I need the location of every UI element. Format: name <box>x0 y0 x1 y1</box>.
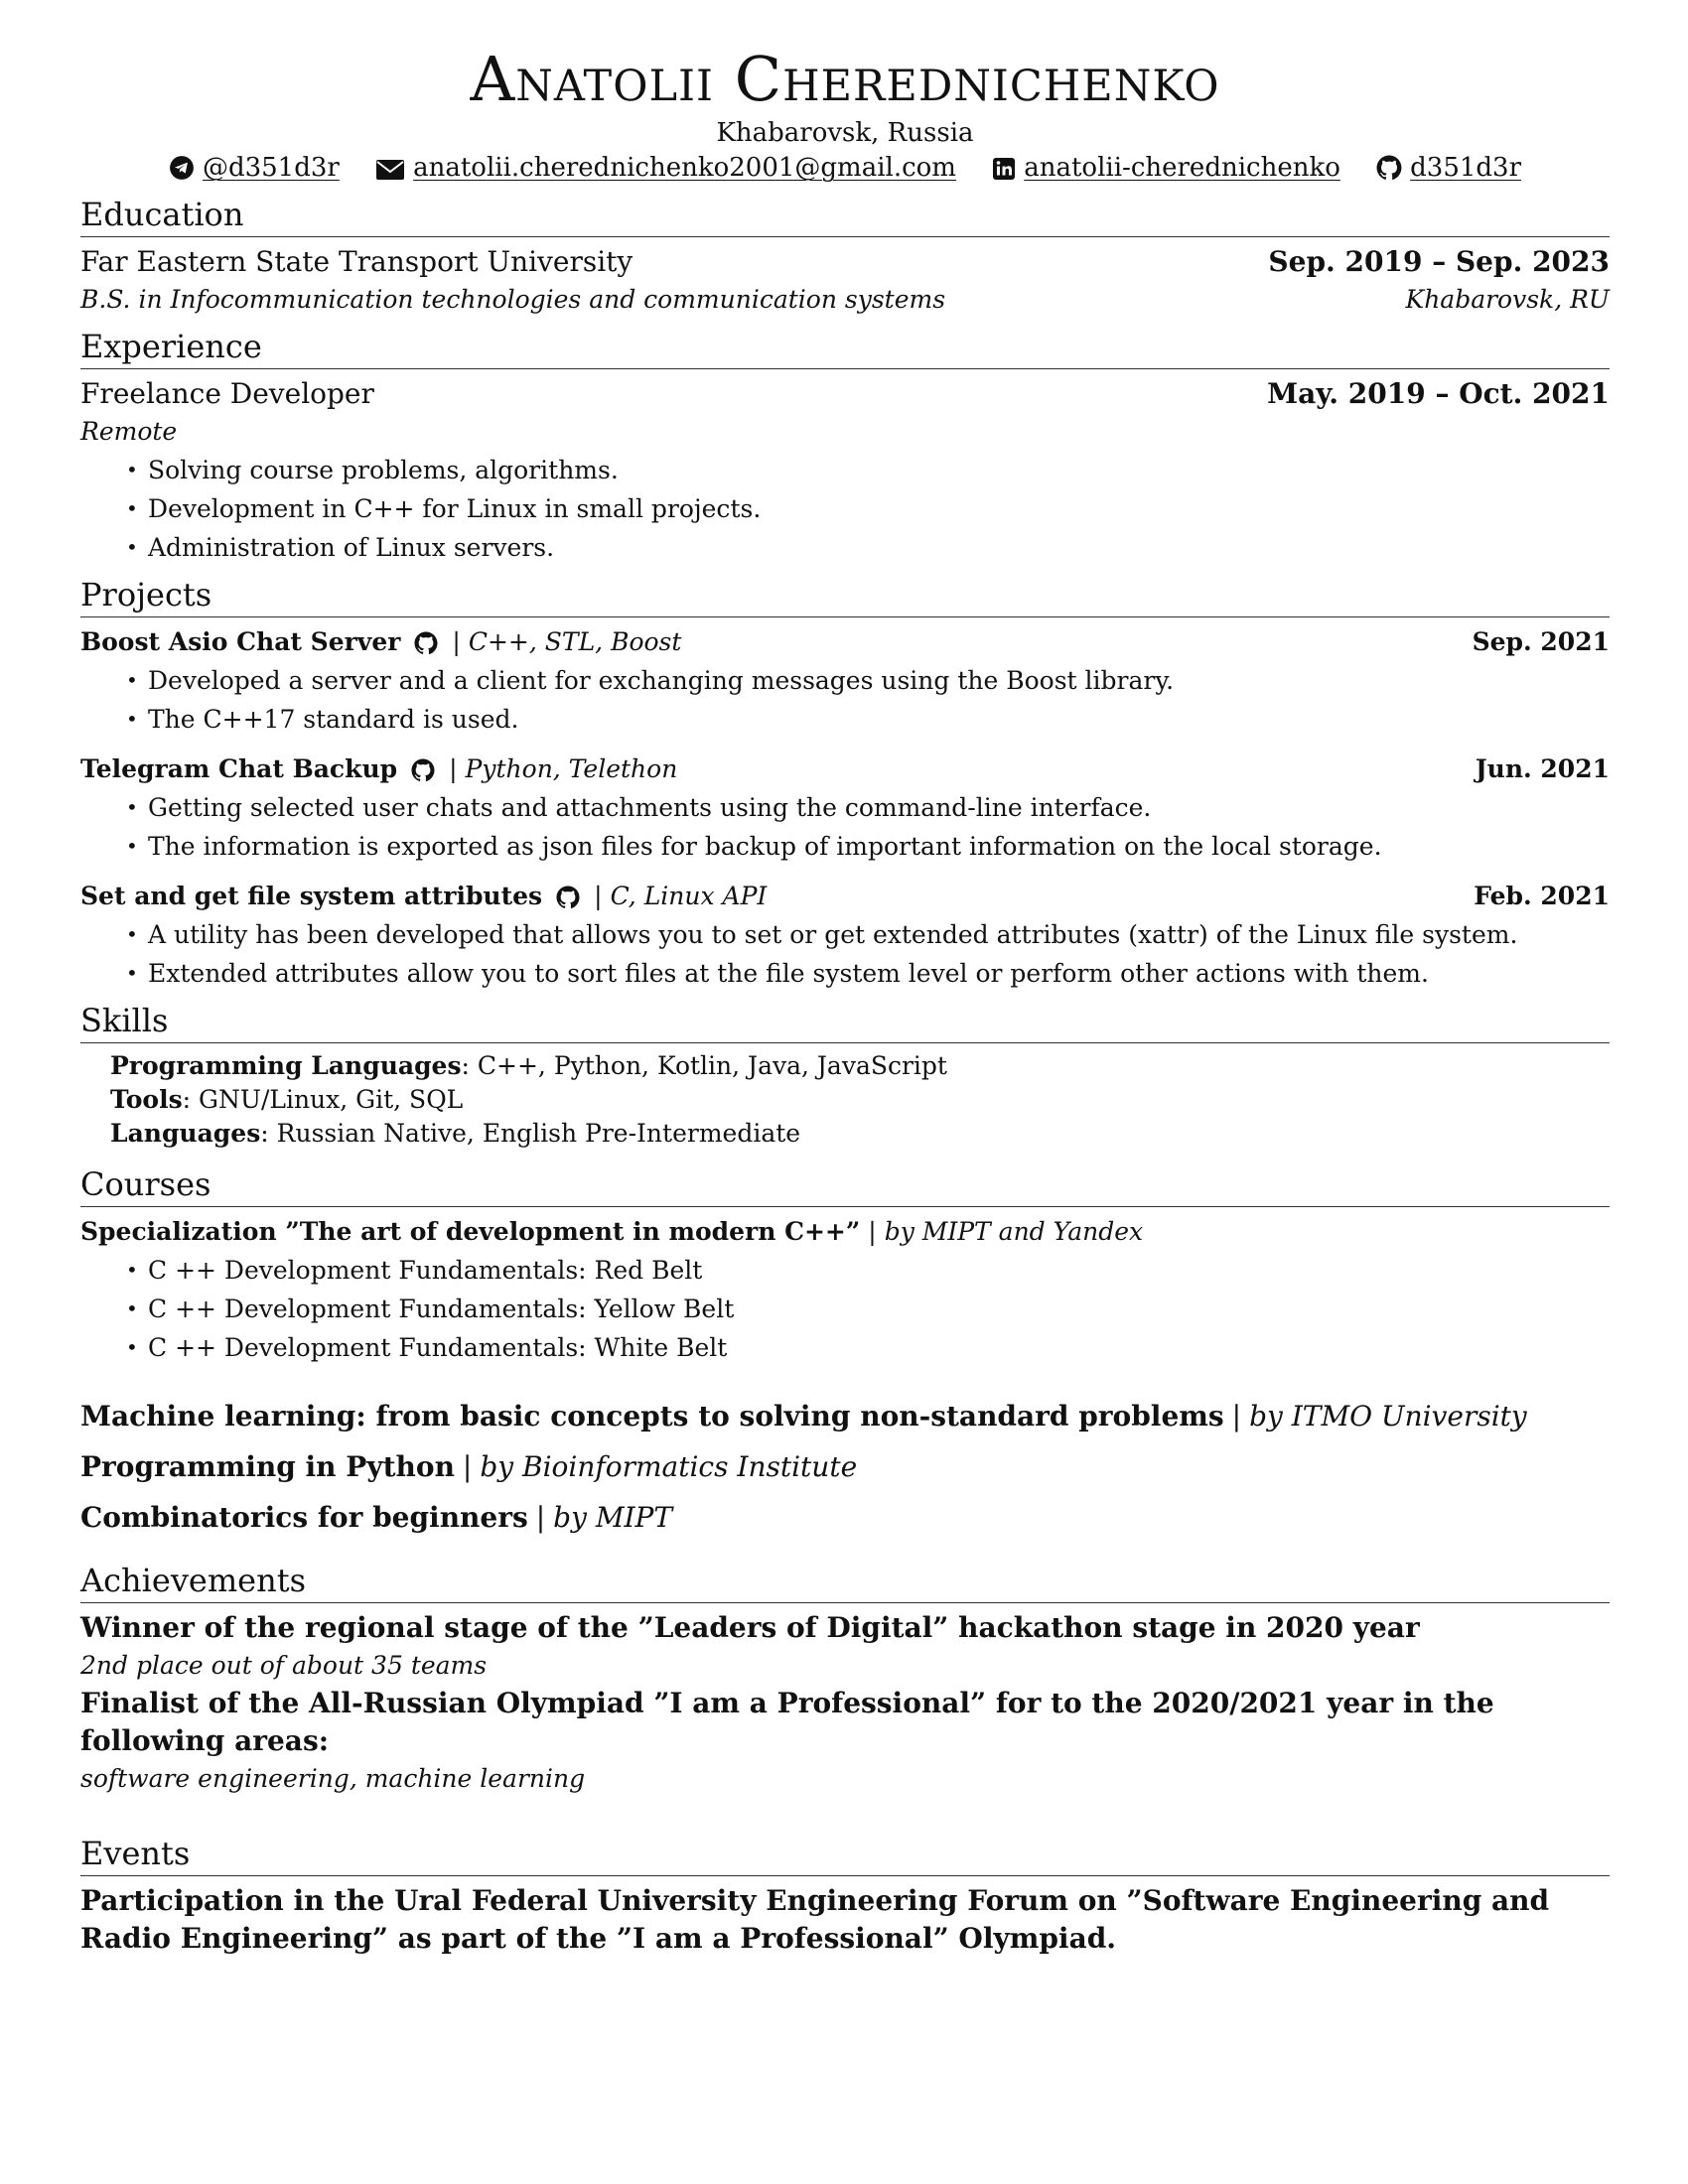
list-item: • The information is exported as json files for backup of important information on the local storage. <box>148 827 1610 866</box>
list-item: • C ++ Development Fundamentals: Red Belt <box>148 1251 1610 1290</box>
skills-section <box>80 1001 1610 1151</box>
project-name: Set and get file system attributes <box>80 882 543 910</box>
project-date: Jun. 2021 <box>1475 754 1610 783</box>
experience-location: Remote <box>80 417 178 446</box>
github-icon[interactable] <box>556 886 580 909</box>
course-name: Machine learning: from basic concepts to solving non-standard problems <box>80 1400 1224 1433</box>
belt-list <box>80 1251 1610 1367</box>
project-heading-row <box>80 878 1610 915</box>
email-link[interactable]: anatolii.cherednichenko2001@gmail.com <box>413 153 956 183</box>
course-by: by MIPT <box>553 1501 673 1534</box>
contact-linkedin <box>992 149 1340 187</box>
skill-line <box>110 1117 1610 1151</box>
separator: | <box>868 1217 877 1246</box>
course-row <box>80 1492 1610 1543</box>
specialization-row <box>80 1213 1610 1251</box>
github-icon[interactable] <box>414 631 438 655</box>
project-tech: C++, STL, Boost <box>468 627 682 656</box>
course-by: by ITMO University <box>1249 1400 1527 1433</box>
skill-value: : GNU/Linux, Git, SQL <box>182 1085 464 1114</box>
separator: | <box>462 1450 473 1483</box>
other-courses <box>80 1391 1610 1543</box>
project-bullets <box>80 788 1610 866</box>
experience-section <box>80 327 1610 567</box>
github-link[interactable]: d351d3r <box>1410 153 1522 183</box>
project-tech: Python, Telethon <box>465 754 678 783</box>
course-row <box>80 1441 1610 1492</box>
education-section <box>80 195 1610 319</box>
candidate-name: Anatolii Cherednichenko <box>470 43 1220 115</box>
list-item: • Development in C++ for Linux in small projects. <box>148 489 1610 528</box>
experience-heading-row <box>80 375 1610 413</box>
section-title: Achievements <box>80 1561 1610 1603</box>
section-title: Courses <box>80 1164 1610 1207</box>
contact-email <box>375 149 956 187</box>
resume-page <box>80 40 1610 1958</box>
project-name: Boost Asio Chat Server <box>80 627 401 656</box>
education-dates: Sep. 2019 – Sep. 2023 <box>1268 245 1610 278</box>
list-item: • C ++ Development Fundamentals: Yellow Belt <box>148 1290 1610 1328</box>
separator: | <box>594 882 603 910</box>
list-item: • Solving course problems, algorithms. <box>148 451 1610 489</box>
project-entry <box>80 878 1610 993</box>
list-item: • Administration of Linux servers. <box>148 528 1610 567</box>
telegram-icon <box>169 155 195 181</box>
skill-value: : C++, Python, Kotlin, Java, JavaScript <box>461 1051 947 1080</box>
job-role: Freelance Developer <box>80 377 374 410</box>
telegram-link[interactable]: @d351d3r <box>202 153 340 183</box>
skill-label: Tools <box>110 1085 183 1114</box>
list-item: • The C++17 standard is used. <box>148 700 1610 739</box>
projects-section <box>80 575 1610 993</box>
envelope-icon <box>375 159 405 181</box>
section-title: Projects <box>80 575 1610 617</box>
event-text: Participation in the Ural Federal University Engineering Forum on ”Software Engineering and Radio Engineering” as part of the ”I am a Professional” Olympiad. <box>80 1884 1550 1955</box>
achievement-detail: 2nd place out of about 35 teams <box>80 1651 488 1680</box>
courses-section <box>80 1164 1610 1543</box>
linkedin-link[interactable]: anatolii-cherednichenko <box>1024 153 1340 183</box>
project-heading-row <box>80 751 1610 788</box>
course-name: Programming in Python <box>80 1450 455 1483</box>
list-item: • A utility has been developed that allows you to set or get extended attributes (xattr) of the Linux file system. <box>148 915 1610 954</box>
skills-list <box>80 1049 1610 1151</box>
separator: | <box>449 754 458 783</box>
course-row <box>80 1391 1610 1441</box>
course-name: Combinatorics for beginners <box>80 1501 528 1534</box>
section-title: Skills <box>80 1001 1610 1043</box>
achievement-detail: software engineering, machine learning <box>80 1764 586 1793</box>
specialization-name: Specialization ”The art of development in modern C++” <box>80 1217 861 1246</box>
skill-line <box>110 1083 1610 1117</box>
experience-dates: May. 2019 – Oct. 2021 <box>1267 377 1610 410</box>
project-date: Feb. 2021 <box>1474 882 1610 910</box>
school-name: Far Eastern State Transport University <box>80 245 633 278</box>
github-icon <box>1376 155 1402 181</box>
skill-line <box>110 1049 1610 1083</box>
list-item: • C ++ Development Fundamentals: White Belt <box>148 1328 1610 1367</box>
separator: | <box>452 627 461 656</box>
contact-line <box>80 149 1610 187</box>
section-title: Education <box>80 195 1610 237</box>
achievement-title: Finalist of the All-Russian Olympiad ”I am a Professional” for to the 2020/2021 year in the following areas: <box>80 1687 1494 1757</box>
course-by: by Bioinformatics Institute <box>480 1450 858 1483</box>
degree: B.S. in Infocommunication technologies and communication systems <box>80 285 946 314</box>
section-title: Events <box>80 1834 1610 1876</box>
project-entry <box>80 751 1610 866</box>
list-item: • Getting selected user chats and attachments using the command-line interface. <box>148 788 1610 827</box>
resume-header <box>80 40 1610 187</box>
separator: | <box>535 1501 546 1534</box>
project-name: Telegram Chat Backup <box>80 754 398 783</box>
achievement-title: Winner of the regional stage of the ”Leaders of Digital” hackathon stage in 2020 year <box>80 1611 1420 1644</box>
achievements-section <box>80 1561 1610 1798</box>
github-icon[interactable] <box>411 758 435 782</box>
skill-label: Languages <box>110 1119 261 1148</box>
contact-telegram <box>169 149 340 187</box>
candidate-location: Khabarovsk, Russia <box>716 118 974 148</box>
project-bullets <box>80 915 1610 993</box>
skill-value: : Russian Native, English Pre-Intermediate <box>260 1119 801 1148</box>
events-section <box>80 1834 1610 1958</box>
section-title: Experience <box>80 327 1610 369</box>
experience-bullets <box>80 451 1610 567</box>
skill-label: Programming Languages <box>110 1051 462 1080</box>
education-heading-row <box>80 243 1610 281</box>
education-location: Khabarovsk, RU <box>1405 285 1610 314</box>
project-entry <box>80 623 1610 739</box>
project-date: Sep. 2021 <box>1472 627 1610 656</box>
list-item: • Developed a server and a client for exchanging messages using the Boost library. <box>148 661 1610 700</box>
project-heading-row <box>80 623 1610 661</box>
list-item: • Extended attributes allow you to sort files at the file system level or perform other actions with them. <box>148 954 1610 993</box>
specialization-by: by MIPT and Yandex <box>884 1217 1144 1246</box>
education-detail-row <box>80 281 1610 319</box>
separator: | <box>1231 1400 1242 1433</box>
project-bullets <box>80 661 1610 739</box>
contact-github <box>1376 149 1521 187</box>
project-tech: C, Linux API <box>610 882 768 910</box>
linkedin-icon <box>992 157 1016 181</box>
